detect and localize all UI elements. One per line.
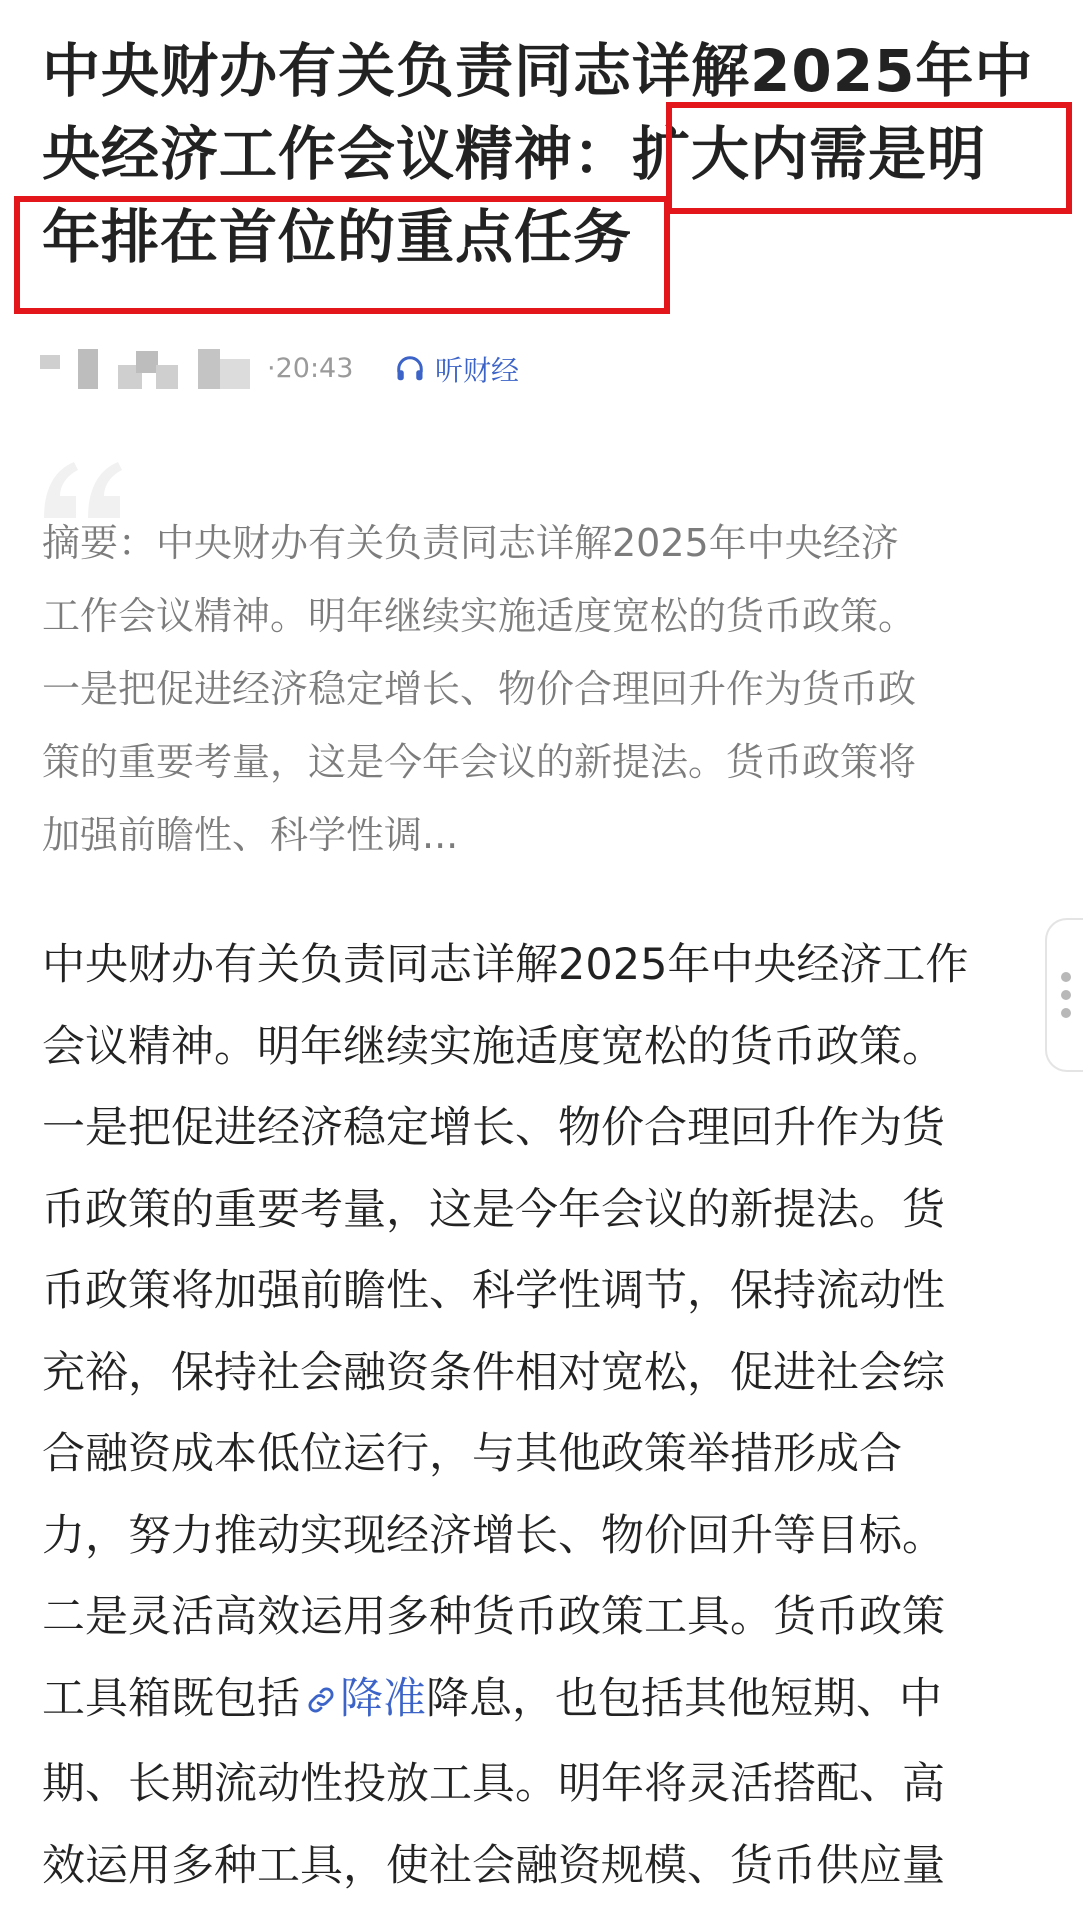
publish-time: ·20:43: [267, 353, 353, 384]
author-blurred: [220, 359, 250, 389]
article-meta: [40, 345, 640, 395]
headphones-icon: [395, 354, 425, 384]
author-blurred: [198, 349, 220, 389]
author-blurred: [78, 349, 98, 389]
body-text-fragment: 降息，也包括其他短期、中: [426, 1674, 942, 1724]
link-icon: [304, 1663, 338, 1745]
abstract-line: 工作会议精神。明年继续实施适度宽松的货币政策。: [42, 580, 1052, 653]
highlight-box: [666, 102, 1072, 214]
listen-button[interactable]: [395, 349, 519, 389]
title-line: 中央财办有关负责同志详解2025年中: [42, 30, 1052, 113]
body-line-with-link: [42, 1659, 1052, 1745]
abstract-line: 一是把促进经济稳定增长、物价合理回升作为货币政: [42, 653, 1052, 726]
body-line: 期、长期流动性投放工具。明年将灵活搭配、高: [42, 1744, 1052, 1826]
author-blurred: [136, 351, 158, 373]
highlight-box: [14, 196, 670, 314]
author-blurred: [156, 365, 178, 389]
more-dots-icon: [1061, 1008, 1071, 1018]
body-line: 中央财办有关负责同志详解2025年中央经济工作: [42, 925, 1052, 1007]
article-body: [42, 925, 1052, 1907]
title-line: 年排在首位的重点任务: [42, 196, 1052, 279]
listen-label: 听财经: [435, 349, 519, 389]
body-line: 币政策的重要考量，这是今年会议的新提法。货: [42, 1170, 1052, 1252]
body-line: 会议精神。明年继续实施适度宽松的货币政策。: [42, 1007, 1052, 1089]
title-line: 央经济工作会议精神：扩大内需是明: [42, 113, 1052, 196]
more-dots-icon: [1061, 990, 1071, 1000]
body-line: 币政策将加强前瞻性、科学性调节，保持流动性: [42, 1251, 1052, 1333]
body-line: 充裕，保持社会融资条件相对宽松，促进社会综: [42, 1333, 1052, 1415]
body-text-fragment: 工具箱既包括: [42, 1674, 300, 1724]
body-line: 合融资成本低位运行，与其他政策举措形成合: [42, 1414, 1052, 1496]
body-line: 力，努力推动实现经济增长、物价回升等目标。: [42, 1496, 1052, 1578]
author-blurred: [40, 355, 60, 369]
body-line: 一是把促进经济稳定增长、物价合理回升作为货: [42, 1088, 1052, 1170]
article-abstract: [42, 507, 1052, 872]
abstract-line: 加强前瞻性、科学性调...: [42, 799, 1052, 872]
side-menu-handle[interactable]: [1045, 918, 1083, 1072]
more-dots-icon: [1061, 972, 1071, 982]
body-line: 二是灵活高效运用多种货币政策工具。货币政策: [42, 1577, 1052, 1659]
body-line: 效运用多种工具，使社会融资规模、货币供应量: [42, 1826, 1052, 1907]
abstract-line: 策的重要考量，这是今年会议的新提法。货币政策将: [42, 726, 1052, 799]
keyword-link[interactable]: 降准: [340, 1674, 426, 1724]
abstract-line: 摘要：中央财办有关负责同志详解2025年中央经济: [42, 507, 1052, 580]
